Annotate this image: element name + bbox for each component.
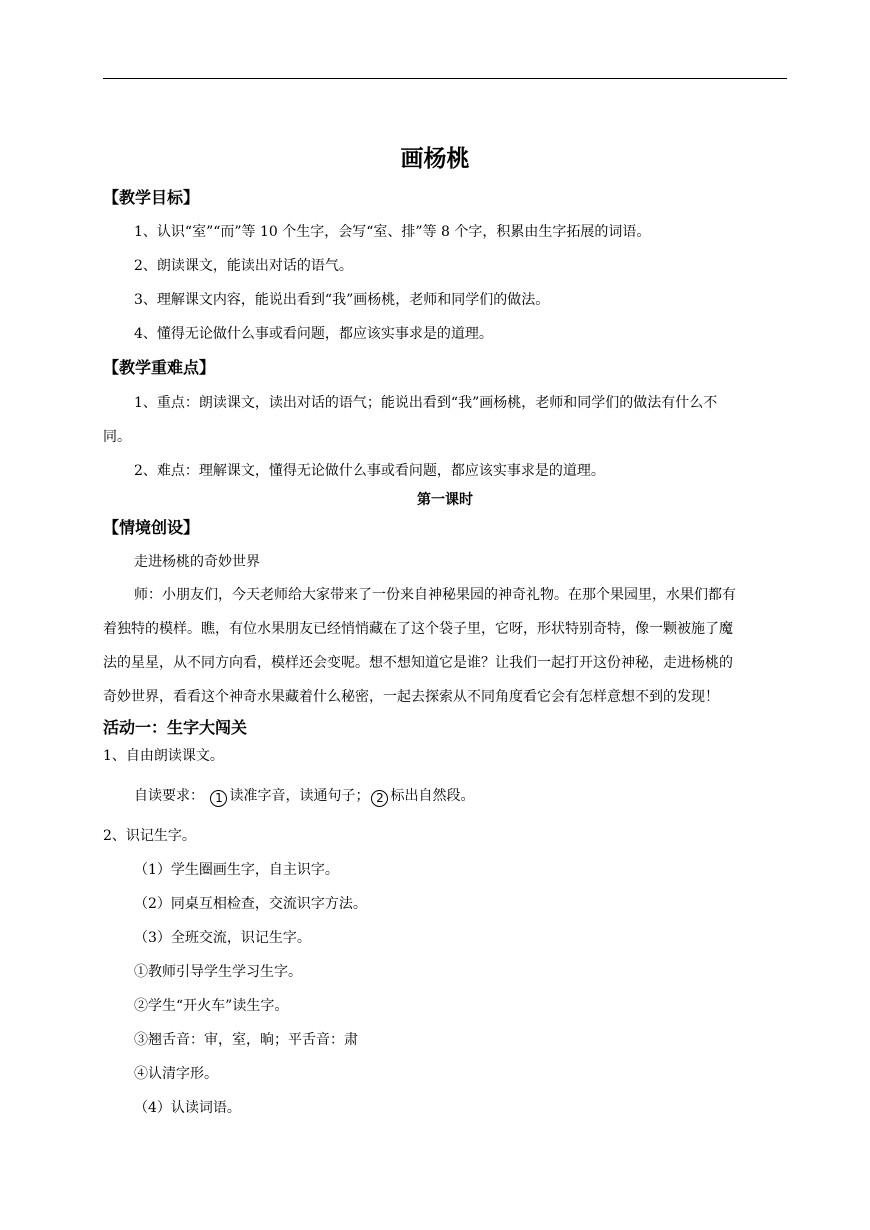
step-1: 1、自由朗读课文。 xyxy=(103,748,224,764)
document-title: 画杨桃 xyxy=(400,146,470,172)
situation-heading: 【情境创设】 xyxy=(103,518,200,537)
goal-item: 4、懂得无论做什么事或看问题，都应该实事求是的道理。 xyxy=(134,326,493,342)
requirement-item: 标出自然段。 xyxy=(390,788,475,804)
goal-item: 2、朗读课文，能读出对话的语气。 xyxy=(134,258,353,274)
circled-number: 1 xyxy=(210,790,227,807)
requirement-item: 读准字音，读通句子； xyxy=(229,788,370,804)
circled-number: 2 xyxy=(371,790,388,807)
circled-item: ②学生“开火车”读生字。 xyxy=(134,998,289,1014)
goal-item: 3、理解课文内容，能说出看到“我”画杨桃，老师和同学们的做法。 xyxy=(134,292,550,308)
key-point-line: 同。 xyxy=(103,429,131,445)
key-points-heading: 【教学重难点】 xyxy=(103,358,216,377)
substep: （1）学生圈画生字，自主识字。 xyxy=(134,862,339,878)
situation-paragraph-line: 师：小朋友们，今天老师给大家带来了一份来自神秘果园的神奇礼物。在那个果园里，水果们都有 xyxy=(134,587,736,603)
substep: （3）全班交流，识记生字。 xyxy=(134,930,311,946)
situation-paragraph-line: 奇妙世界，看看这个神奇水果藏着什么秘密，一起去探索从不同角度看它会有怎样意想不到的发现！ xyxy=(103,689,719,705)
key-point-line: 1、重点：朗读课文，读出对话的语气；能说出看到“我”画杨桃，老师和同学们的做法有什么不 xyxy=(134,395,718,411)
circled-item: ③翘舌音：审，室，晌；平舌音：肃 xyxy=(134,1032,358,1048)
circled-item: ④认清字形。 xyxy=(134,1066,218,1082)
step-2: 2、识记生字。 xyxy=(103,828,196,844)
header-rule xyxy=(103,78,787,79)
situation-subtitle: 走进杨桃的奇妙世界 xyxy=(134,554,260,570)
reading-requirement xyxy=(134,788,474,807)
activity-heading: 活动一：生字大闯关 xyxy=(103,718,248,737)
lesson-title: 第一课时 xyxy=(417,492,473,508)
goal-item: 1、认识“室”“而”等 10 个生字，会写“室、排”等 8 个字，积累由生字拓展的词语。 xyxy=(134,224,651,240)
key-point-line: 2、难点：理解课文，懂得无论做什么事或看问题，都应该实事求是的道理。 xyxy=(134,463,605,479)
goals-heading: 【教学目标】 xyxy=(103,188,200,207)
circled-item: ①教师引导学生学习生字。 xyxy=(134,964,302,980)
situation-paragraph-line: 着独特的模样。瞧，有位水果朋友已经悄悄藏在了这个袋子里，它呀，形状特别奇特，像一颗被施了魔 xyxy=(103,621,733,637)
situation-paragraph-line: 法的星星，从不同方向看，模样还会变呢。想不想知道它是谁？让我们一起打开这份神秘，走进杨桃的 xyxy=(103,655,733,671)
requirement-label: 自读要求： xyxy=(134,788,204,804)
substep: （2）同桌互相检查，交流识字方法。 xyxy=(134,896,367,912)
substep: （4）认读词语。 xyxy=(134,1100,241,1116)
